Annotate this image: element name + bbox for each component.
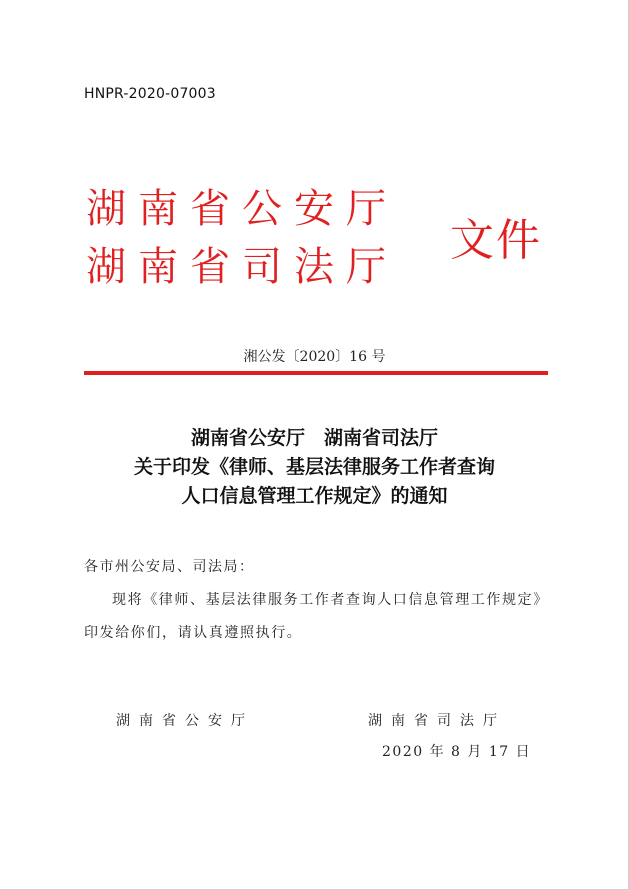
document-type-label: 文件 bbox=[450, 215, 542, 266]
signature-justice: 湖南省司法厅 bbox=[368, 713, 506, 729]
body-paragraph: 现将《律师、基层法律服务工作者查询人口信息管理工作规定》印发给你们，请认真遵照执行。 bbox=[84, 592, 549, 641]
recipients-line: 各市州公安局、司法局： bbox=[84, 559, 255, 575]
title-line-3: 人口信息管理工作规定》的通知 bbox=[181, 485, 448, 507]
red-separator-line bbox=[84, 371, 548, 375]
issuer-justice: 湖南省司法厅 bbox=[86, 244, 398, 290]
signature-public-security: 湖南省公安厅 bbox=[116, 713, 254, 729]
title-line-1: 湖南省公安厅 湖南省司法厅 bbox=[190, 427, 438, 449]
document-title bbox=[60, 424, 569, 511]
red-letterhead bbox=[86, 183, 556, 309]
document-number: 湘公发〔2020〕16 号 bbox=[243, 349, 386, 365]
issuer-public-security: 湖南省公安厅 bbox=[86, 186, 398, 232]
document-code: HNPR-2020-07003 bbox=[84, 86, 216, 102]
issue-date: 2020 年 8 月 17 日 bbox=[382, 744, 532, 760]
title-line-2: 关于印发《律师、基层法律服务工作者查询 bbox=[133, 456, 495, 478]
